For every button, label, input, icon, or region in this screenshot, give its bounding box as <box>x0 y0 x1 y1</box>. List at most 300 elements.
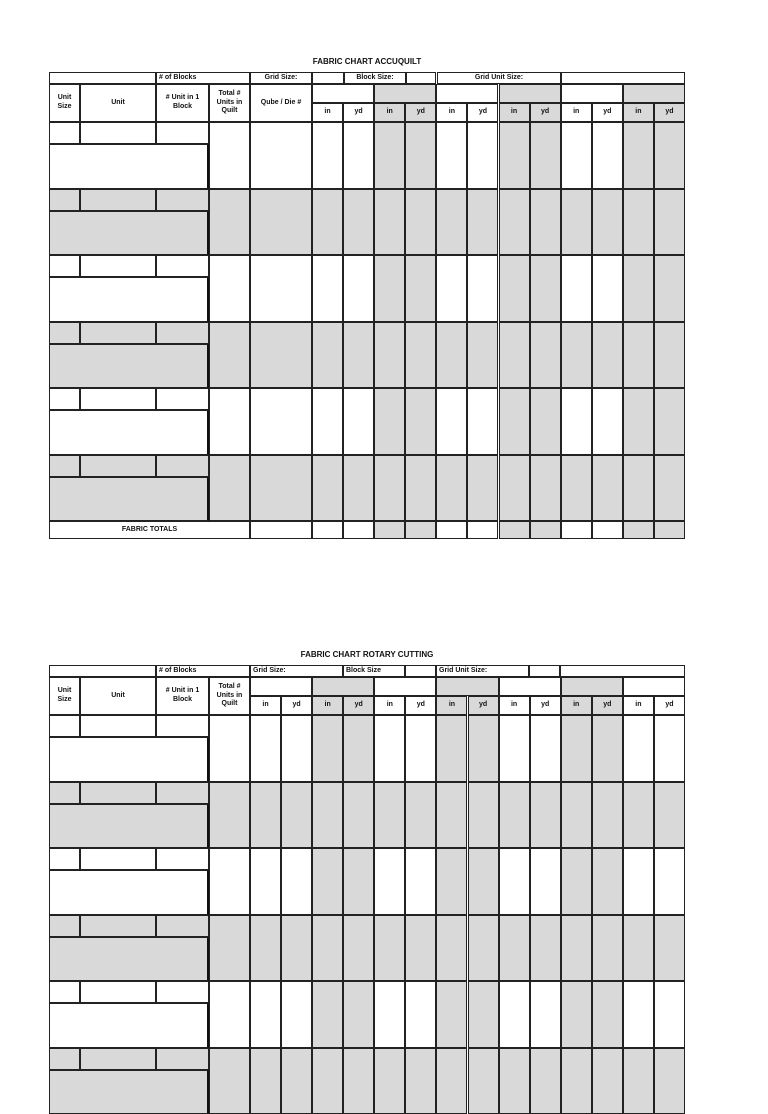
qube-die-header: Qube / Die # <box>250 84 312 122</box>
group-header <box>312 677 374 696</box>
measurement-input[interactable] <box>623 122 654 189</box>
measurement-input[interactable] <box>436 915 467 982</box>
measurement-input[interactable] <box>467 122 498 189</box>
measurement-input[interactable] <box>592 782 623 849</box>
unit-column-header: yd <box>467 103 498 122</box>
qube-die-input[interactable] <box>250 322 312 389</box>
measurement-input[interactable] <box>281 715 312 782</box>
measurement-input[interactable] <box>312 915 343 982</box>
measurement-input[interactable] <box>405 455 436 522</box>
measurement-input[interactable] <box>592 981 623 1048</box>
measurement-input[interactable] <box>499 255 530 322</box>
measurement-input[interactable] <box>405 122 436 189</box>
measurement-input[interactable] <box>250 981 281 1048</box>
unit-column-header: in <box>374 696 405 715</box>
measurement-input[interactable] <box>343 255 374 322</box>
measurement-input[interactable] <box>250 915 281 982</box>
measurement-input[interactable] <box>623 255 654 322</box>
unit-column-header: yd <box>530 696 561 715</box>
measurement-input[interactable] <box>250 1048 281 1114</box>
measurement-input[interactable] <box>343 122 374 189</box>
measurement-input[interactable] <box>561 255 592 322</box>
measurement-input[interactable] <box>405 1048 436 1114</box>
measurement-input[interactable] <box>530 782 561 849</box>
measurement-input[interactable] <box>592 848 623 915</box>
group-header <box>374 84 436 103</box>
measurement-input[interactable] <box>436 388 467 455</box>
measurement-input[interactable] <box>374 388 405 455</box>
unit-column-header: in <box>312 696 343 715</box>
measurement-input[interactable] <box>250 715 281 782</box>
measurement-input[interactable] <box>374 848 405 915</box>
unit-in-block-input[interactable] <box>156 455 209 477</box>
measurement-input[interactable] <box>561 915 592 982</box>
measurement-input[interactable] <box>405 848 436 915</box>
measurement-input[interactable] <box>623 715 654 782</box>
unit-input[interactable] <box>80 388 156 410</box>
measurement-input[interactable] <box>374 189 405 256</box>
unit-in-block-input[interactable] <box>156 1048 209 1070</box>
measurement-input[interactable] <box>281 782 312 849</box>
measurement-input[interactable] <box>530 981 561 1048</box>
unit-column-header: in <box>499 696 530 715</box>
total-value[interactable] <box>592 521 623 539</box>
measurement-input[interactable] <box>530 122 561 189</box>
unit-size-header: Unit Size <box>49 84 80 122</box>
total-units-input[interactable] <box>209 388 250 455</box>
total-value[interactable] <box>312 521 343 539</box>
unit-column-header: yd <box>654 696 685 715</box>
measurement-input[interactable] <box>405 782 436 849</box>
grid-size-label: Grid Size: <box>250 72 312 84</box>
measurement-input[interactable] <box>499 122 530 189</box>
group-header <box>499 84 561 103</box>
measurement-input[interactable] <box>654 715 685 782</box>
measurement-input[interactable] <box>561 981 592 1048</box>
unit-size-input[interactable] <box>49 981 80 1003</box>
group-header <box>561 677 623 696</box>
blocks-label: # of Blocks <box>156 72 250 84</box>
unit-input[interactable] <box>80 122 156 144</box>
total-value[interactable] <box>467 521 498 539</box>
unit-size-header: Unit Size <box>49 677 80 715</box>
unit-in-block-input[interactable] <box>156 782 209 804</box>
measurement-input[interactable] <box>343 782 374 849</box>
unit-in-block-input[interactable] <box>156 189 209 211</box>
unit-in-block-header: # Unit in 1 Block <box>156 84 209 122</box>
measurement-input[interactable] <box>654 981 685 1048</box>
measurement-input[interactable] <box>374 122 405 189</box>
unit-column-header: yd <box>592 696 623 715</box>
group-header <box>250 677 312 696</box>
measurement-input[interactable] <box>436 455 467 522</box>
measurement-input[interactable] <box>561 455 592 522</box>
chart2-title: FABRIC CHART ROTARY CUTTING <box>49 650 685 659</box>
unit-in-block-input[interactable] <box>156 322 209 344</box>
group-header <box>436 677 498 696</box>
measurement-input[interactable] <box>623 848 654 915</box>
measurement-input[interactable] <box>343 715 374 782</box>
unit-size-input[interactable] <box>49 322 80 344</box>
totals-blank <box>250 521 312 539</box>
measurement-input[interactable] <box>654 848 685 915</box>
unit-in-block-input[interactable] <box>156 981 209 1003</box>
grid-unit-size-value[interactable] <box>529 665 560 677</box>
total-units-input[interactable] <box>209 322 250 389</box>
measurement-input[interactable] <box>467 455 498 522</box>
measurement-input[interactable] <box>281 848 312 915</box>
measurement-input[interactable] <box>468 782 499 849</box>
measurement-input[interactable] <box>436 981 467 1048</box>
measurement-input[interactable] <box>312 455 343 522</box>
unit-size-input[interactable] <box>49 1048 80 1070</box>
unit-input[interactable] <box>80 981 156 1003</box>
measurement-input[interactable] <box>374 322 405 389</box>
measurement-input[interactable] <box>623 322 654 389</box>
measurement-input[interactable] <box>468 715 499 782</box>
group-header <box>623 84 685 103</box>
measurement-input[interactable] <box>467 388 498 455</box>
measurement-input[interactable] <box>530 388 561 455</box>
measurement-input[interactable] <box>343 189 374 256</box>
unit-input[interactable] <box>80 189 156 211</box>
total-value[interactable] <box>530 521 561 539</box>
unit-note-area[interactable] <box>49 277 209 322</box>
measurement-input[interactable] <box>499 715 530 782</box>
unit-column-header: in <box>499 103 530 122</box>
block-size-value[interactable] <box>405 665 436 677</box>
unit-input[interactable] <box>80 255 156 277</box>
unit-header: Unit <box>80 677 156 715</box>
measurement-input[interactable] <box>343 455 374 522</box>
measurement-input[interactable] <box>374 1048 405 1114</box>
measurement-input[interactable] <box>312 981 343 1048</box>
unit-size-input[interactable] <box>49 455 80 477</box>
total-units-header: Total # Units in Quilt <box>209 677 250 715</box>
unit-note-area[interactable] <box>49 211 209 256</box>
unit-note-area[interactable] <box>49 1070 209 1114</box>
measurement-input[interactable] <box>592 189 623 256</box>
grid-size-value[interactable] <box>312 72 344 84</box>
measurement-input[interactable] <box>467 255 498 322</box>
unit-column-header: yd <box>343 103 374 122</box>
blank-header <box>49 72 156 84</box>
qube-die-input[interactable] <box>250 388 312 455</box>
measurement-input[interactable] <box>281 981 312 1048</box>
measurement-input[interactable] <box>592 322 623 389</box>
unit-note-area[interactable] <box>49 344 209 389</box>
measurement-input[interactable] <box>405 915 436 982</box>
measurement-input[interactable] <box>561 322 592 389</box>
measurement-input[interactable] <box>592 715 623 782</box>
group-header <box>561 84 623 103</box>
measurement-input[interactable] <box>561 715 592 782</box>
qube-die-input[interactable] <box>250 255 312 322</box>
measurement-input[interactable] <box>654 322 685 389</box>
measurement-input[interactable] <box>592 455 623 522</box>
fabric-totals-label: FABRIC TOTALS <box>49 521 250 539</box>
measurement-input[interactable] <box>623 981 654 1048</box>
total-units-input[interactable] <box>209 1048 250 1114</box>
group-header <box>499 677 561 696</box>
measurement-input[interactable] <box>623 388 654 455</box>
measurement-input[interactable] <box>405 981 436 1048</box>
unit-size-input[interactable] <box>49 255 80 277</box>
unit-column-header: yd <box>405 103 436 122</box>
measurement-input[interactable] <box>561 782 592 849</box>
measurement-input[interactable] <box>436 189 467 256</box>
unit-note-area[interactable] <box>49 477 209 522</box>
measurement-input[interactable] <box>530 1048 561 1114</box>
unit-note-area[interactable] <box>49 804 209 849</box>
blocks-label: # of Blocks <box>156 665 250 677</box>
measurement-input[interactable] <box>561 848 592 915</box>
measurement-input[interactable] <box>592 1048 623 1114</box>
measurement-input[interactable] <box>592 388 623 455</box>
measurement-input[interactable] <box>499 782 530 849</box>
unit-size-input[interactable] <box>49 915 80 937</box>
unit-size-input[interactable] <box>49 189 80 211</box>
measurement-input[interactable] <box>530 322 561 389</box>
measurement-input[interactable] <box>499 915 530 982</box>
measurement-input[interactable] <box>312 715 343 782</box>
total-units-input[interactable] <box>209 915 250 982</box>
measurement-input[interactable] <box>343 322 374 389</box>
qube-die-input[interactable] <box>250 189 312 256</box>
block-size-label: Block Size <box>343 665 405 677</box>
total-units-input[interactable] <box>209 189 250 256</box>
measurement-input[interactable] <box>530 455 561 522</box>
measurement-input[interactable] <box>561 1048 592 1114</box>
measurement-input[interactable] <box>312 388 343 455</box>
unit-in-block-input[interactable] <box>156 388 209 410</box>
measurement-input[interactable] <box>405 715 436 782</box>
measurement-input[interactable] <box>312 1048 343 1114</box>
measurement-input[interactable] <box>530 189 561 256</box>
group-header <box>374 677 436 696</box>
unit-column-header: yd <box>405 696 436 715</box>
chart1-title: FABRIC CHART ACCUQUILT <box>49 57 685 66</box>
measurement-input[interactable] <box>281 1048 312 1114</box>
total-units-input[interactable] <box>209 848 250 915</box>
total-value[interactable] <box>623 521 654 539</box>
measurement-input[interactable] <box>250 782 281 849</box>
measurement-input[interactable] <box>405 255 436 322</box>
total-value[interactable] <box>561 521 592 539</box>
grid-unit-size-label: Grid Unit Size: <box>437 72 561 84</box>
measurement-input[interactable] <box>654 122 685 189</box>
measurement-input[interactable] <box>343 915 374 982</box>
group-header <box>436 84 498 103</box>
measurement-input[interactable] <box>530 848 561 915</box>
measurement-input[interactable] <box>374 455 405 522</box>
measurement-input[interactable] <box>312 122 343 189</box>
unit-size-input[interactable] <box>49 122 80 144</box>
measurement-input[interactable] <box>405 388 436 455</box>
measurement-input[interactable] <box>436 715 467 782</box>
measurement-input[interactable] <box>623 455 654 522</box>
total-units-input[interactable] <box>209 782 250 849</box>
measurement-input[interactable] <box>561 122 592 189</box>
total-value[interactable] <box>405 521 436 539</box>
measurement-input[interactable] <box>623 1048 654 1114</box>
total-value[interactable] <box>499 521 530 539</box>
unit-input[interactable] <box>80 848 156 870</box>
unit-in-block-header: # Unit in 1 Block <box>156 677 209 715</box>
measurement-input[interactable] <box>530 715 561 782</box>
unit-input[interactable] <box>80 915 156 937</box>
total-units-input[interactable] <box>209 255 250 322</box>
unit-column-header: yd <box>530 103 561 122</box>
unit-note-area[interactable] <box>49 410 209 455</box>
block-size-label: Block Size: <box>344 72 406 84</box>
measurement-input[interactable] <box>436 848 467 915</box>
total-units-input[interactable] <box>209 981 250 1048</box>
group-header <box>312 84 374 103</box>
measurement-input[interactable] <box>499 322 530 389</box>
total-value[interactable] <box>436 521 467 539</box>
unit-column-header: in <box>374 103 405 122</box>
unit-column-header: in <box>250 696 281 715</box>
unit-column-header: in <box>561 103 592 122</box>
measurement-input[interactable] <box>592 915 623 982</box>
measurement-input[interactable] <box>374 981 405 1048</box>
measurement-input[interactable] <box>499 848 530 915</box>
unit-column-header: yd <box>654 103 685 122</box>
measurement-input[interactable] <box>499 189 530 256</box>
grid-size-label: Grid Size: <box>250 665 343 677</box>
measurement-input[interactable] <box>250 848 281 915</box>
measurement-input[interactable] <box>561 189 592 256</box>
unit-input[interactable] <box>80 1048 156 1070</box>
measurement-input[interactable] <box>623 189 654 256</box>
total-value[interactable] <box>654 521 685 539</box>
unit-note-area[interactable] <box>49 144 209 189</box>
unit-column-header: yd <box>281 696 312 715</box>
measurement-input[interactable] <box>312 322 343 389</box>
unit-column-header: yd <box>592 103 623 122</box>
unit-in-block-input[interactable] <box>156 848 209 870</box>
measurement-input[interactable] <box>499 388 530 455</box>
measurement-input[interactable] <box>623 915 654 982</box>
measurement-input[interactable] <box>343 981 374 1048</box>
header-blank-right <box>560 665 685 677</box>
measurement-input[interactable] <box>312 255 343 322</box>
total-units-input[interactable] <box>209 715 250 782</box>
header-blank-right <box>561 72 685 84</box>
measurement-input[interactable] <box>312 848 343 915</box>
unit-input[interactable] <box>80 455 156 477</box>
unit-column-header: yd <box>468 696 499 715</box>
unit-input[interactable] <box>80 322 156 344</box>
measurement-input[interactable] <box>436 782 467 849</box>
unit-in-block-input[interactable] <box>156 915 209 937</box>
measurement-input[interactable] <box>281 915 312 982</box>
unit-input[interactable] <box>80 715 156 737</box>
measurement-input[interactable] <box>468 915 499 982</box>
measurement-input[interactable] <box>654 1048 685 1114</box>
measurement-input[interactable] <box>312 782 343 849</box>
unit-size-input[interactable] <box>49 715 80 737</box>
measurement-input[interactable] <box>468 981 499 1048</box>
measurement-input[interactable] <box>654 388 685 455</box>
measurement-input[interactable] <box>436 322 467 389</box>
unit-column-header: in <box>561 696 592 715</box>
measurement-input[interactable] <box>343 388 374 455</box>
measurement-input[interactable] <box>592 255 623 322</box>
measurement-input[interactable] <box>467 322 498 389</box>
unit-size-input[interactable] <box>49 848 80 870</box>
measurement-input[interactable] <box>561 388 592 455</box>
measurement-input[interactable] <box>374 915 405 982</box>
measurement-input[interactable] <box>436 255 467 322</box>
unit-column-header: yd <box>343 696 374 715</box>
measurement-input[interactable] <box>530 255 561 322</box>
measurement-input[interactable] <box>436 1048 467 1114</box>
measurement-input[interactable] <box>654 915 685 982</box>
measurement-input[interactable] <box>312 189 343 256</box>
total-units-header: Total # Units in Quilt <box>209 84 250 122</box>
measurement-input[interactable] <box>654 782 685 849</box>
measurement-input[interactable] <box>467 189 498 256</box>
unit-size-input[interactable] <box>49 388 80 410</box>
unit-column-header: in <box>436 696 467 715</box>
group-header <box>623 677 685 696</box>
measurement-input[interactable] <box>374 715 405 782</box>
measurement-input[interactable] <box>654 455 685 522</box>
unit-column-header: in <box>623 696 654 715</box>
unit-in-block-input[interactable] <box>156 255 209 277</box>
total-value[interactable] <box>343 521 374 539</box>
measurement-input[interactable] <box>499 455 530 522</box>
unit-note-area[interactable] <box>49 737 209 782</box>
measurement-input[interactable] <box>530 915 561 982</box>
measurement-input[interactable] <box>343 1048 374 1114</box>
measurement-input[interactable] <box>405 189 436 256</box>
unit-note-area[interactable] <box>49 937 209 982</box>
measurement-input[interactable] <box>592 122 623 189</box>
measurement-input[interactable] <box>499 1048 530 1114</box>
measurement-input[interactable] <box>343 848 374 915</box>
qube-die-input[interactable] <box>250 122 312 189</box>
unit-note-area[interactable] <box>49 1003 209 1048</box>
measurement-input[interactable] <box>654 189 685 256</box>
total-value[interactable] <box>374 521 405 539</box>
unit-input[interactable] <box>80 782 156 804</box>
measurement-input[interactable] <box>468 848 499 915</box>
measurement-input[interactable] <box>436 122 467 189</box>
measurement-input[interactable] <box>374 255 405 322</box>
block-size-value[interactable] <box>406 72 436 84</box>
measurement-input[interactable] <box>654 255 685 322</box>
measurement-input[interactable] <box>499 981 530 1048</box>
unit-column-header: in <box>436 103 467 122</box>
measurement-input[interactable] <box>623 782 654 849</box>
blank-header <box>49 665 156 677</box>
total-units-input[interactable] <box>209 122 250 189</box>
unit-note-area[interactable] <box>49 870 209 915</box>
qube-die-input[interactable] <box>250 455 312 522</box>
unit-size-input[interactable] <box>49 782 80 804</box>
grid-unit-size-label: Grid Unit Size: <box>436 665 529 677</box>
unit-in-block-input[interactable] <box>156 715 209 737</box>
measurement-input[interactable] <box>405 322 436 389</box>
total-units-input[interactable] <box>209 455 250 522</box>
measurement-input[interactable] <box>468 1048 499 1114</box>
unit-column-header: in <box>623 103 654 122</box>
measurement-input[interactable] <box>374 782 405 849</box>
unit-in-block-input[interactable] <box>156 122 209 144</box>
